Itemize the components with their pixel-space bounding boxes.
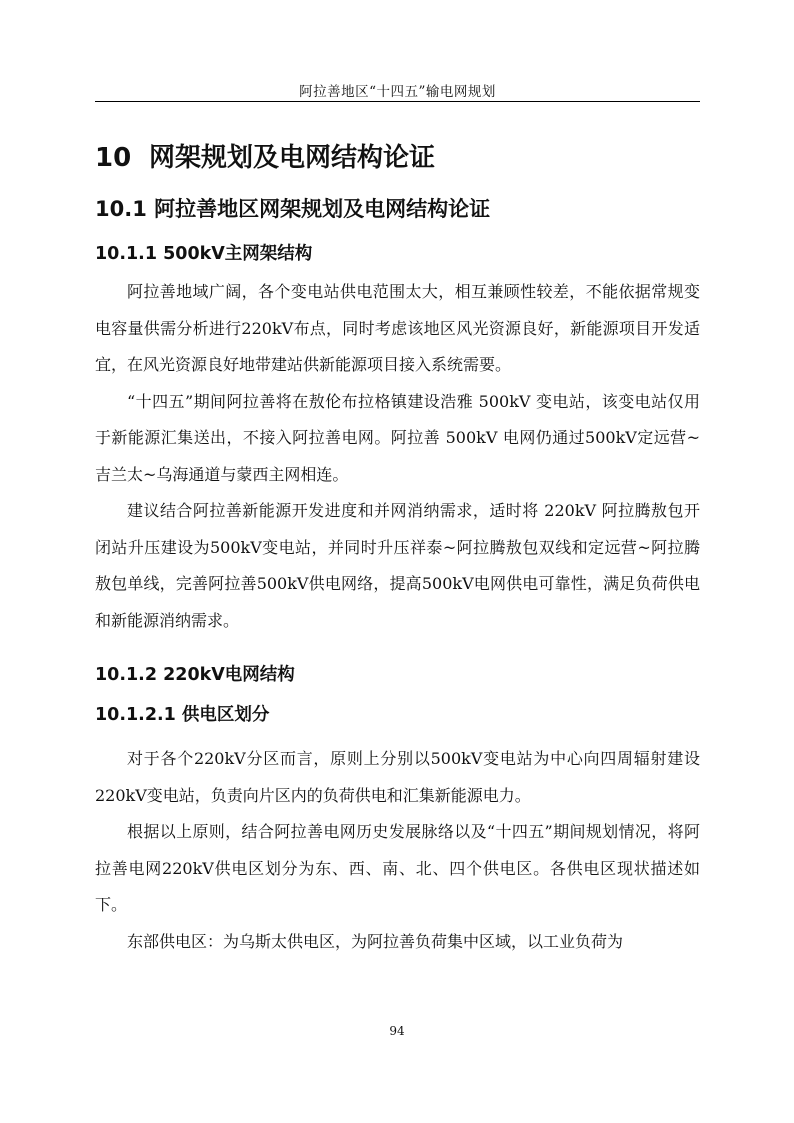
subsubsection-heading-10-1-2-1: 10.1.2.1 供电区划分 [95,705,270,725]
header-divider [95,101,700,102]
chapter-heading [95,136,700,180]
paragraph: 建议结合阿拉善新能源开发进度和并网消纳需求，适时将 220kV 阿拉腾敖包开闭站升压建设为500kV变电站，并同时升压祥泰~阿拉腾敖包双线和定远营~阿拉腾敖包单线，完善阿拉善500kV供电网络，提高500kV电网供电可靠性，满足负荷供电和新能源消纳需求。 [95,501,700,630]
page-body [95,136,700,960]
chapter-number: 10 [95,143,132,173]
subsection-heading-10-1-2: 10.1.2 220kV电网结构 [95,665,295,685]
paragraph: “十四五”期间阿拉善将在敖伦布拉格镇建设浩雅 500kV 变电站，该变电站仅用于新能源汇集送出，不接入阿拉善电网。阿拉善 500kV 电网仍通过500kV定远营~吉兰太~乌海通道与蒙西主网相连。 [95,391,700,484]
paragraph: 根据以上原则，结合阿拉善电网历史发展脉络以及“十四五”期间规划情况，将阿拉善电网220kV供电区划分为东、西、南、北、四个供电区。各供电区现状描述如下。 [95,822,700,914]
subsection-heading-10-1-1: 10.1.1 500kV主网架结构 [95,244,313,264]
paragraph: 阿拉善地域广阔，各个变电站供电范围太大，相互兼顾性较差，不能依据常规变电容量供需分析进行220kV布点，同时考虑该地区风光资源良好，新能源项目开发适宜，在风光资源良好地带建站供新能源项目接入系统需要。 [95,282,700,374]
chapter-title: 网架规划及电网结构论证 [149,143,436,173]
section-heading-10-1: 10.1 阿拉善地区网架规划及电网结构论证 [95,197,491,221]
running-header: 阿拉善地区“十四五”输电网规划 [299,84,496,100]
page-number: 94 [389,1024,405,1038]
paragraph: 对于各个220kV分区而言，原则上分别以500kV变电站为中心向四周辐射建设220kV变电站，负责向片区内的负荷供电和汇集新能源电力。 [95,749,700,805]
paragraph: 东部供电区：为乌斯太供电区，为阿拉善负荷集中区域，以工业负荷为 [127,931,624,951]
